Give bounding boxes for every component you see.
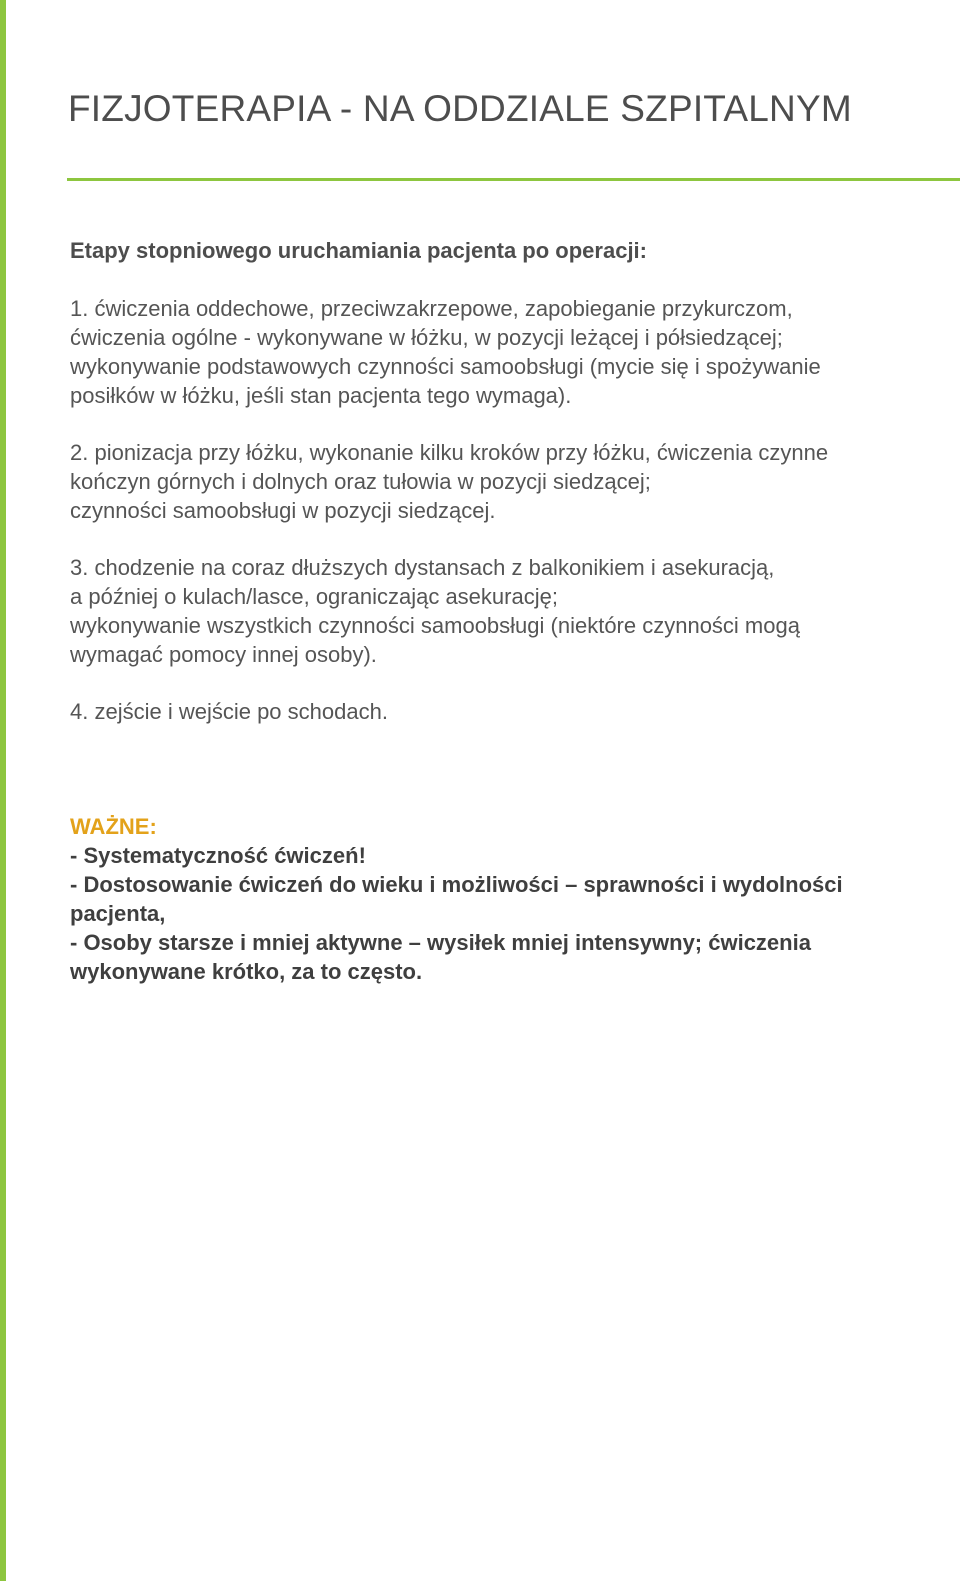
title-divider xyxy=(67,178,960,181)
section-subtitle: Etapy stopniowego uruchamiania pacjenta po operacji: xyxy=(70,238,647,263)
step-line: a później o kulach/lasce, ograniczając asekurację; xyxy=(70,584,558,609)
page-title: FIZJOTERAPIA - NA ODDZIALE SZPITALNYM xyxy=(68,88,852,129)
step-line: kończyn górnych i dolnych oraz tułowia w pozycji siedzącej; xyxy=(70,469,651,494)
step-line: 3. chodzenie na coraz dłuższych dystansach z balkonikiem i asekuracją, xyxy=(70,555,775,580)
important-line: - Systematyczność ćwiczeń! xyxy=(70,843,366,868)
step-line: 1. ćwiczenia oddechowe, przeciwzakrzepowe, zapobieganie przykurczom, xyxy=(70,296,793,321)
step-line: 4. zejście i wejście po schodach. xyxy=(70,699,388,724)
step-4 xyxy=(70,697,940,726)
document-body xyxy=(70,236,940,986)
step-line: czynności samoobsługi w pozycji siedzącej. xyxy=(70,498,496,523)
step-line: wymagać pomocy innej osoby). xyxy=(70,642,377,667)
step-line: 2. pionizacja przy łóżku, wykonanie kilku kroków przy łóżku, ćwiczenia czynne xyxy=(70,440,829,465)
important-line: wykonywane krótko, za to często. xyxy=(70,959,423,984)
step-line: wykonywanie wszystkich czynności samoobsługi (niektóre czynności mogą xyxy=(70,613,800,638)
step-2 xyxy=(70,438,940,525)
step-line: wykonywanie podstawowych czynności samoobsługi (mycie się i spożywanie xyxy=(70,354,821,379)
important-line: pacjenta, xyxy=(70,901,166,926)
step-line: posiłków w łóżku, jeśli stan pacjenta tego wymaga). xyxy=(70,383,572,408)
important-line: - Dostosowanie ćwiczeń do wieku i możliwości – sprawności i wydolności xyxy=(70,872,843,897)
step-line: ćwiczenia ogólne - wykonywane w łóżku, w pozycji leżącej i półsiedzącej; xyxy=(70,325,783,350)
important-label: WAŻNE: xyxy=(70,814,157,839)
important-notes xyxy=(70,812,940,986)
step-1 xyxy=(70,294,940,410)
step-3 xyxy=(70,553,940,669)
left-accent-bar xyxy=(0,0,6,1581)
important-line: - Osoby starsze i mniej aktywne – wysiłek mniej intensywny; ćwiczenia xyxy=(70,930,811,955)
